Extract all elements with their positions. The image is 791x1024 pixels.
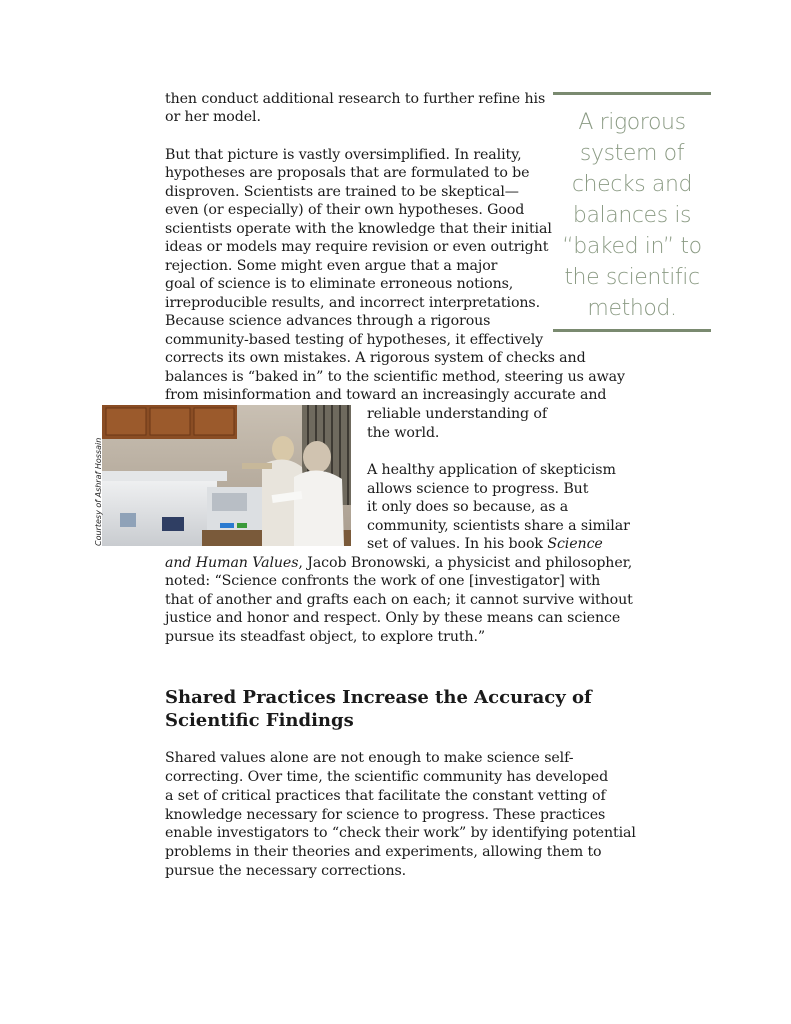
body-line: hypotheses are proposals that are formulated to be <box>165 165 530 181</box>
book-title: and Human Values <box>165 555 299 571</box>
body-line: from misinformation and toward an increasingly accurate and <box>165 387 607 403</box>
body-line: correcting. Over time, the scientific community has developed <box>165 769 609 785</box>
body-line: and Human Values, Jacob Bronowski, a physicist and philosopher, <box>165 555 633 571</box>
body-line: justice and honor and respect. Only by these means can science <box>165 610 621 626</box>
body-line: But that picture is vastly oversimplified. In reality, <box>165 147 522 163</box>
body-line: a set of critical practices that facilitate the constant vetting of <box>165 788 606 804</box>
photo-credit: Courtesy of Ashraf Hossain <box>94 437 103 546</box>
body-line: ideas or models may require revision or even outright <box>165 239 549 255</box>
book-title: Science <box>547 536 603 552</box>
lab-photo <box>102 405 351 546</box>
body-line: that of another and grafts each on each; it cannot survive without <box>165 592 633 608</box>
body-line: pursue its steadfast object, to explore truth.” <box>165 629 486 645</box>
body-line: it only does so because, as a <box>367 499 569 515</box>
lab-photo-illustration <box>102 405 351 546</box>
section-heading: Shared Practices Increase the Accuracy of Scientific Findings <box>165 687 592 731</box>
body-line: goal of science is to eliminate erroneous notions, <box>165 276 514 292</box>
body-line: A healthy application of skepticism <box>367 462 616 478</box>
body-line: corrects its own mistakes. A rigorous system of checks and <box>165 350 586 366</box>
body-line: the world. <box>367 425 440 441</box>
body-line: irreproducible results, and incorrect interpretations. <box>165 295 541 311</box>
body-line: Because science advances through a rigorous <box>165 313 491 329</box>
body-line: community, scientists share a similar <box>367 518 630 534</box>
body-line: even (or especially) of their own hypotheses. Good <box>165 202 525 218</box>
body-line: then conduct additional research to further refine his <box>165 91 546 107</box>
body-line: noted: “Science confronts the work of one [investigator] with <box>165 573 601 589</box>
body-line: scientists operate with the knowledge that their initial <box>165 221 552 237</box>
pull-quote-text: A rigorous system of checks and balances is “baked in” to the scientific method. <box>562 110 702 321</box>
body-line: knowledge necessary for science to progress. These practices <box>165 807 606 823</box>
pull-quote <box>553 92 711 332</box>
body-line: rejection. Some might even argue that a major <box>165 258 498 274</box>
body-line: reliable understanding of <box>367 406 547 422</box>
body-line: Shared values alone are not enough to make science self- <box>165 750 574 766</box>
body-line: pursue the necessary corrections. <box>165 863 407 879</box>
body-line: community-based testing of hypotheses, it effectively <box>165 332 544 348</box>
body-line: balances is “baked in” to the scientific method, steering us away <box>165 369 625 385</box>
body-line: set of values. In his book Science <box>367 536 603 552</box>
body-line: disproven. Scientists are trained to be skeptical— <box>165 184 519 200</box>
body-line: allows science to progress. But <box>367 481 589 497</box>
body-line: enable investigators to “check their work” by identifying potential <box>165 825 636 841</box>
body-line: problems in their theories and experiments, allowing them to <box>165 844 602 860</box>
body-line: or her model. <box>165 109 261 125</box>
